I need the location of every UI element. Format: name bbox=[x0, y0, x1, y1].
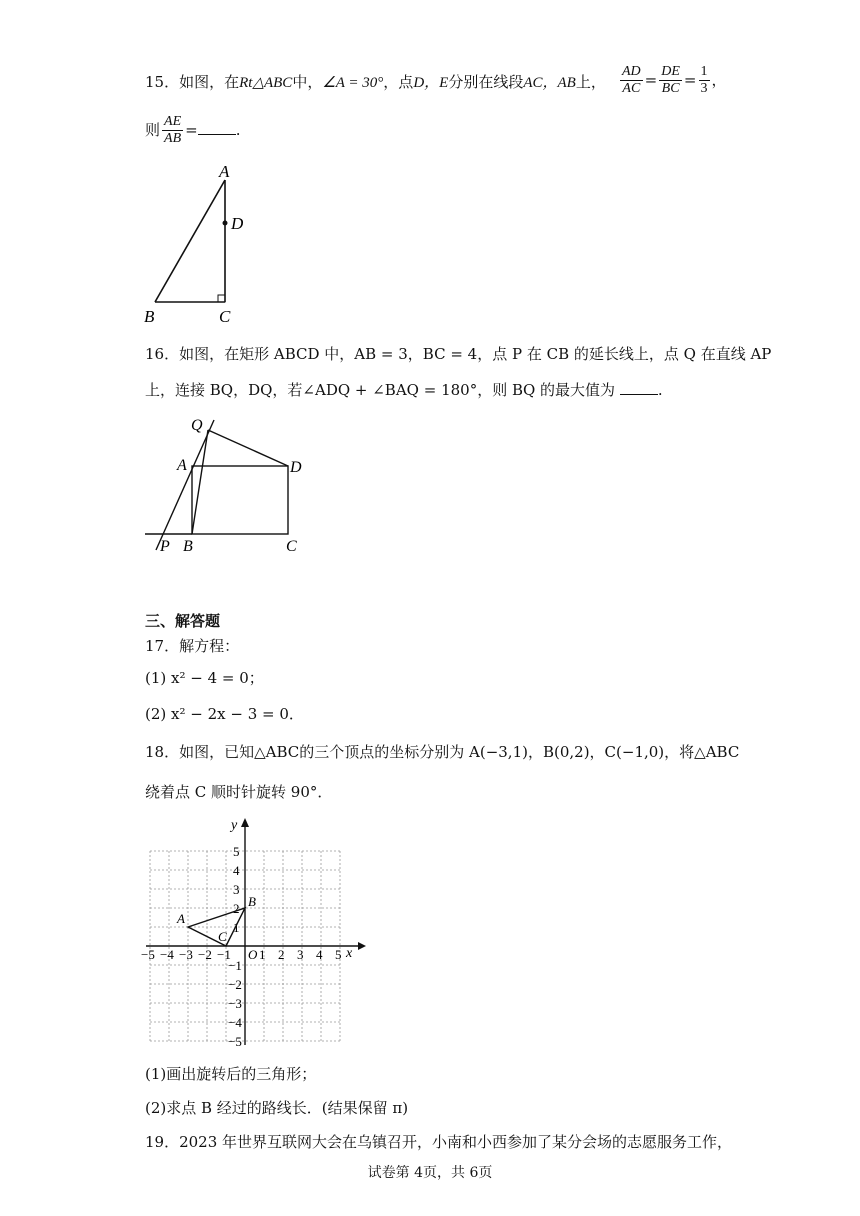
y-tick-label: 1 bbox=[233, 920, 240, 935]
fraction bbox=[620, 64, 643, 97]
y-axis-label: y bbox=[231, 818, 238, 833]
q17-part2: (2) x² − 2x − 3 = 0． bbox=[145, 705, 304, 723]
answer-blank[interactable] bbox=[198, 120, 236, 135]
label-p: P bbox=[160, 538, 170, 555]
q15-segments: AC，AB bbox=[523, 75, 576, 91]
y-tick-label: 5 bbox=[233, 844, 240, 859]
rectangle-abcd bbox=[192, 466, 288, 534]
section-title: 三、解答题 bbox=[145, 612, 221, 630]
right-angle-mark bbox=[218, 295, 225, 302]
x-tick-label: 1 bbox=[259, 947, 266, 962]
y-tick-label: 3 bbox=[233, 882, 240, 897]
x-axis-label: x bbox=[346, 946, 353, 961]
q18-line2: 绕着点 C 顺时针旋转 90°． bbox=[145, 783, 333, 801]
label-q: Q bbox=[191, 417, 203, 434]
x-tick-label: −5 bbox=[141, 947, 155, 962]
q15-text: 分别在线段 bbox=[448, 73, 524, 91]
label-b: B bbox=[248, 894, 256, 909]
answer-blank[interactable] bbox=[620, 380, 658, 395]
q15-text: ，点 bbox=[383, 73, 414, 91]
label-d: D bbox=[231, 214, 244, 233]
q15-angle: ∠A = 30° bbox=[322, 75, 384, 91]
q15-line2 bbox=[145, 114, 240, 147]
label-b: B bbox=[144, 307, 155, 326]
label-c: C bbox=[286, 538, 297, 555]
fraction bbox=[699, 64, 710, 97]
x-tick-label: 2 bbox=[278, 947, 285, 962]
q16-text: 上，连接 BQ，DQ，若∠ADQ + ∠BAQ = 180°，则 BQ 的最大值为 bbox=[145, 381, 616, 399]
numerator: AD bbox=[622, 64, 641, 79]
x-tick-label: 3 bbox=[297, 947, 304, 962]
numerator: 1 bbox=[700, 64, 708, 79]
q18-line1 bbox=[145, 742, 739, 762]
label-d: D bbox=[290, 459, 302, 476]
q18-coordinate-grid bbox=[140, 815, 370, 1050]
x-tick-label: −3 bbox=[179, 947, 193, 962]
question-number: 16． bbox=[145, 345, 180, 363]
q15-line1 bbox=[145, 72, 606, 93]
label-b: B bbox=[183, 538, 193, 555]
denominator: AC bbox=[622, 81, 641, 96]
q17-part1: (1) x² − 4 = 0； bbox=[145, 669, 264, 687]
q17-title bbox=[145, 636, 239, 656]
numerator: DE bbox=[661, 64, 680, 79]
y-tick-label: −2 bbox=[228, 977, 242, 992]
label-a: A bbox=[177, 911, 185, 926]
q16-text: 如图，在矩形 ABCD 中，AB = 3，BC = 4，点 P 在 CB 的延长线上，点 Q 在直线 AP bbox=[179, 345, 772, 363]
q15-text: 如图，在 bbox=[179, 73, 240, 91]
period: . bbox=[235, 121, 241, 139]
equals: = bbox=[185, 121, 198, 139]
x-tick-label: −1 bbox=[217, 947, 231, 962]
segment-ab bbox=[155, 180, 225, 302]
denominator: BC bbox=[661, 81, 680, 96]
fraction bbox=[162, 114, 183, 147]
q17-text: 解方程： bbox=[179, 637, 240, 655]
segment-bq bbox=[192, 430, 208, 534]
x-tick-label: −4 bbox=[160, 947, 174, 962]
q15-text: 中， bbox=[292, 73, 323, 91]
label-a: A bbox=[219, 162, 230, 181]
label-c: C bbox=[219, 307, 231, 326]
q16-figure bbox=[140, 410, 320, 560]
question-number: 15． bbox=[145, 73, 180, 91]
comma: ， bbox=[711, 71, 727, 89]
x-tick-label: 5 bbox=[335, 947, 342, 962]
y-tick-label: 2 bbox=[233, 901, 240, 916]
denominator: 3 bbox=[700, 81, 708, 96]
x-axis-arrow bbox=[358, 942, 366, 950]
point-d-dot bbox=[223, 221, 228, 226]
q18-text: 如图，已知△ABC的三个顶点的坐标分别为 A(−3,1)，B(0,2)，C(−1,0)，将△ABC bbox=[179, 743, 740, 761]
q15-text: 上， bbox=[575, 73, 606, 91]
q19-text: 2023 年世界互联网大会在乌镇召开，小南和小西参加了某分会场的志愿服务工作， bbox=[179, 1133, 733, 1151]
y-tick-label: −5 bbox=[228, 1034, 242, 1049]
q15-text: 则 bbox=[145, 121, 161, 139]
question-number: 19． bbox=[145, 1133, 180, 1151]
fraction bbox=[659, 64, 682, 97]
numerator: AE bbox=[164, 114, 182, 129]
q19-line1 bbox=[145, 1132, 732, 1152]
y-tick-label: −4 bbox=[228, 1015, 242, 1030]
x-tick-label: −2 bbox=[198, 947, 212, 962]
y-tick-label: 4 bbox=[233, 863, 240, 878]
q15-triangle: Rt△ABC bbox=[239, 75, 293, 91]
q18-part2: (2)求点 B 经过的路线长．(结果保留 π) bbox=[145, 1099, 409, 1117]
period: . bbox=[657, 381, 663, 399]
denominator: AB bbox=[164, 131, 182, 146]
q15-points: D，E bbox=[413, 75, 449, 91]
x-tick-label: 4 bbox=[316, 947, 323, 962]
segment-dq bbox=[208, 430, 288, 466]
label-c: C bbox=[218, 929, 227, 944]
q16-line2 bbox=[145, 380, 663, 400]
x-tick-label: O bbox=[248, 947, 258, 962]
q16-line1 bbox=[145, 344, 771, 364]
label-a: A bbox=[177, 457, 187, 474]
q18-part1: (1)画出旋转后的三角形； bbox=[145, 1065, 317, 1083]
page-footer: 试卷第 4页，共 6页 bbox=[367, 1165, 493, 1181]
y-tick-label: −1 bbox=[228, 958, 242, 973]
line-ap bbox=[156, 420, 214, 550]
q15-fraction-equation bbox=[618, 64, 727, 97]
equals: = bbox=[644, 71, 658, 89]
question-number: 18． bbox=[145, 743, 180, 761]
y-axis-arrow bbox=[241, 818, 249, 827]
q15-figure bbox=[135, 160, 275, 335]
equals: = bbox=[683, 71, 697, 89]
y-tick-label: −3 bbox=[228, 996, 242, 1011]
question-number: 17． bbox=[145, 637, 180, 655]
